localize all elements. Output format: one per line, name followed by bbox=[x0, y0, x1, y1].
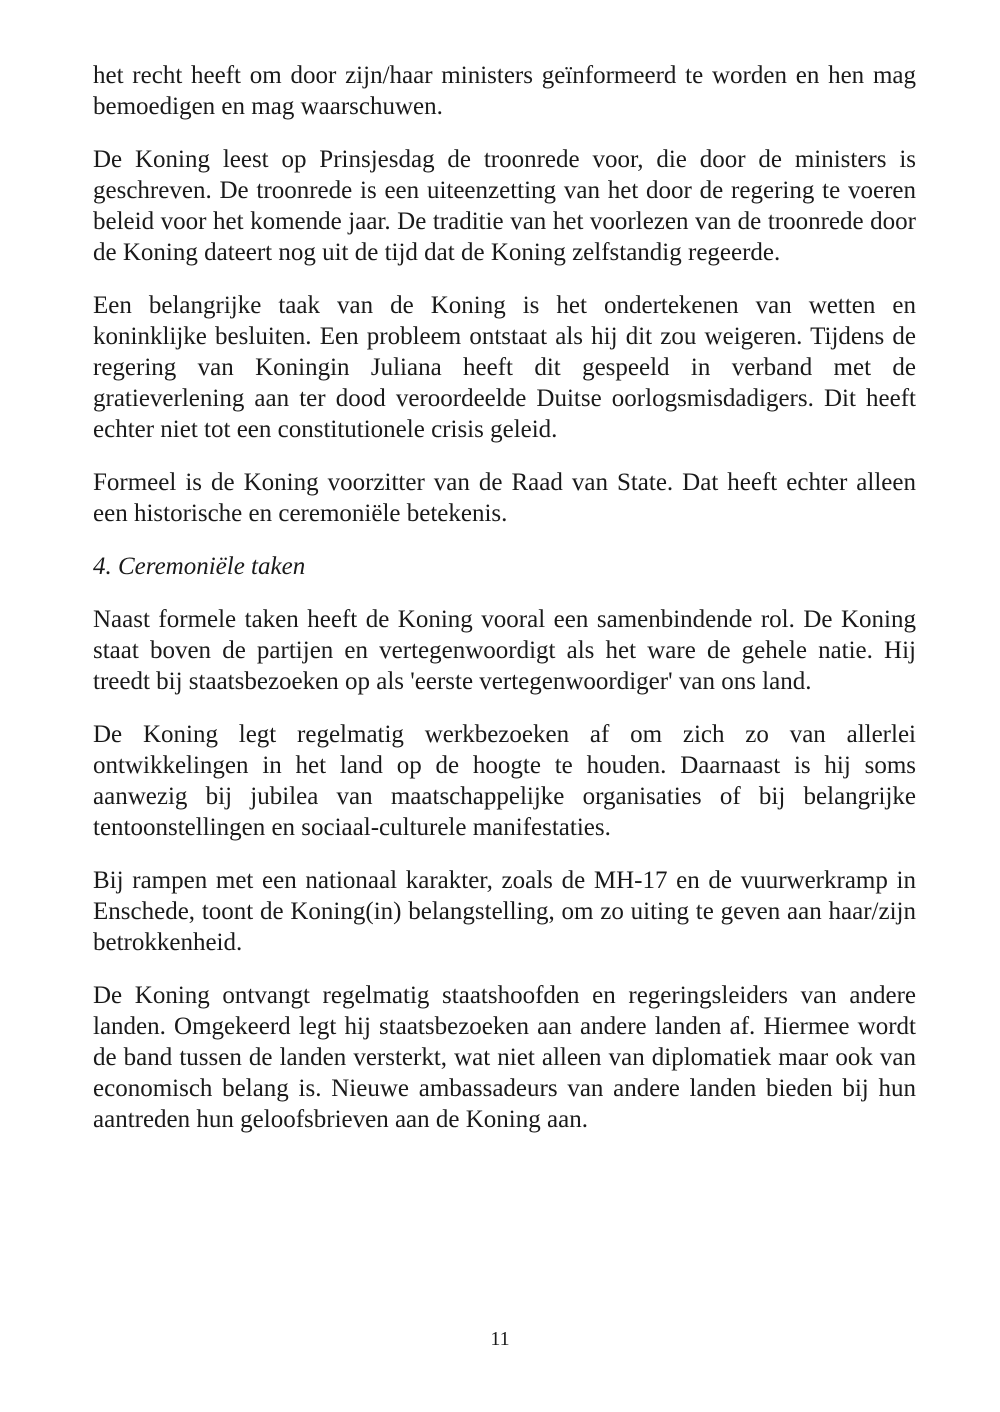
paragraph-samenbindende-rol: Naast formele taken heeft de Koning vooral een samenbindende rol. De Koning staat boven de partijen en vertegenwoordigt als het ware de gehele natie. Hij treedt bij staatsbezoeken op als 'eerste vertegenwoordiger' van ons land. bbox=[93, 606, 916, 695]
section-heading: 4. Ceremoniële taken bbox=[93, 553, 306, 580]
paragraph-ministers-informed: het recht heeft om door zijn/haar ministers geïnformeerd te worden en hen mag bemoedigen en mag waarschuwen. bbox=[93, 62, 916, 120]
paragraph-werkbezoeken: De Koning legt regelmatig werkbezoeken af om zich zo van allerlei ontwikkelingen in het land op de hoogte te houden. Daarnaast is hij soms aanwezig bij jubilea van maatschappelijke organisaties of bij belangrijke tentoonstellingen en sociaal-culturele manifestaties. bbox=[93, 721, 916, 841]
paragraph-staatshoofden: De Koning ontvangt regelmatig staatshoofden en regeringsleiders van andere landen. Omgekeerd legt hij staatsbezoeken aan andere landen af. Hiermee wordt de band tussen de landen versterkt, wat niet alleen van diplomatiek maar ook van economisch belang is. Nieuwe ambassadeurs van andere landen bieden bij hun aantreden hun geloofsbrieven aan de Koning aan. bbox=[93, 982, 916, 1133]
page-number: 11 bbox=[490, 1328, 510, 1350]
paragraph-troonrede: De Koning leest op Prinsjesdag de troonrede voor, die door de ministers is geschreven. De troonrede is een uiteenzetting van het door de regering te voeren beleid voor het komende jaar. De traditie van het voorlezen van de troonrede door de Koning dateert nog uit de tijd dat de Koning zelfstandig regeerde. bbox=[93, 146, 916, 266]
document-page bbox=[93, 60, 916, 1157]
paragraph-ondertekenen-wetten: Een belangrijke taak van de Koning is het ondertekenen van wetten en koninklijke besluiten. Een probleem ontstaat als hij dit zou weigeren. Tijdens de regering van Koningin Juliana heeft dit gespeeld in verband met de gratieverlening aan ter dood veroordeelde Duitse oorlogsmisdadigers. Dit heeft echter niet tot een constitutionele crisis geleid. bbox=[93, 292, 916, 443]
paragraph-rampen: Bij rampen met een nationaal karakter, zoals de MH-17 en de vuurwerkramp in Enschede, toont de Koning(in) belangstelling, om zo uiting te geven aan haar/zijn betrokkenheid. bbox=[93, 867, 916, 956]
paragraph-raad-van-state: Formeel is de Koning voorzitter van de Raad van State. Dat heeft echter alleen een historische en ceremoniële betekenis. bbox=[93, 469, 916, 527]
